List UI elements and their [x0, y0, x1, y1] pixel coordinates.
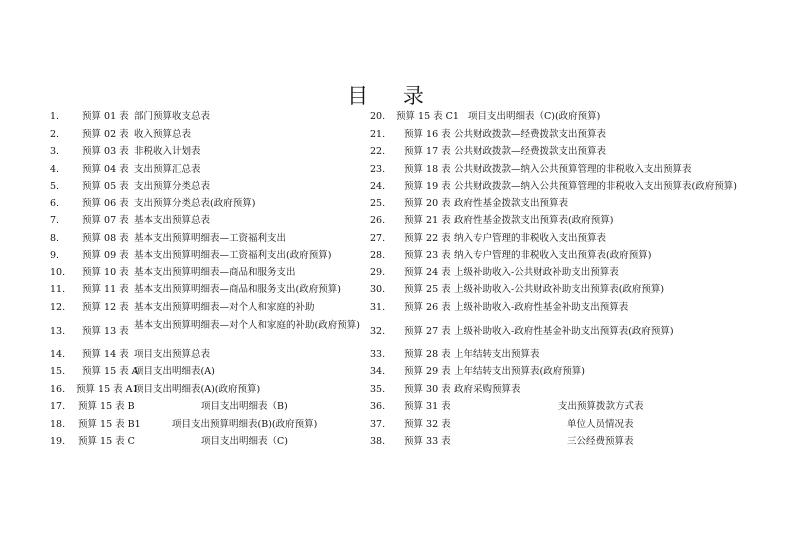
entry-number: 28.	[370, 250, 386, 261]
entry-title: 公共财政拨款—经费拨款支出预算表	[454, 129, 607, 140]
entry-title: 项目支出预算明细表(B)(政府预算)	[172, 419, 318, 430]
entry-number: 14.	[50, 349, 66, 360]
entry-title: 支出预算分类总表(政府预算)	[134, 198, 256, 209]
entry-code: 预算 32 表	[404, 419, 451, 430]
entry-title: 支出预算拨款方式表	[558, 401, 644, 412]
entry-number: 17.	[50, 401, 66, 412]
entry-title: 项目支出明细表(A)	[134, 366, 215, 377]
entry-title: 基本支出预算明细表—工资福利支出	[134, 233, 287, 244]
page-title: 目 录	[347, 84, 438, 108]
entry-title: 上级补助收入-政府性基金补助支出预算表	[454, 302, 629, 313]
entry-code: 预算 01 表	[82, 111, 129, 122]
entry-title: 基本支出预算明细表—工资福利支出(政府预算)	[134, 250, 332, 261]
entry-code: 预算 19 表	[404, 181, 451, 192]
entry-code: 预算 06 表	[82, 198, 129, 209]
entry-title: 项目支出明细表（B)	[201, 401, 288, 412]
entry-title: 公共财政拨款—纳入公共预算管理的非税收入支出预算表	[454, 164, 692, 175]
entry-number: 23.	[370, 164, 386, 175]
entry-code: 预算 08 表	[82, 233, 129, 244]
entry-title: 项目支出明细表(A)(政府预算)	[134, 384, 261, 395]
entry-code: 预算 31 表	[404, 401, 451, 412]
entry-code: 预算 28 表	[404, 349, 451, 360]
entry-title: 基本支出预算明细表—对个人和家庭的补助(政府预算)	[134, 320, 360, 331]
entry-number: 11.	[50, 284, 66, 295]
entry-title: 上年结转支出预算表	[454, 349, 540, 360]
entry-title: 收入预算总表	[134, 129, 192, 140]
entry-number: 7.	[50, 215, 60, 226]
entry-number: 15.	[50, 366, 66, 377]
entry-number: 6.	[50, 198, 60, 209]
entry-number: 35.	[370, 384, 386, 395]
entry-title: 上级补助收入-公共财政补助支出预算表(政府预算)	[454, 284, 665, 295]
entry-number: 21.	[370, 129, 386, 140]
entry-code: 预算 18 表	[404, 164, 451, 175]
entry-title: 上年结转支出预算表(政府预算)	[454, 366, 585, 377]
entry-code: 预算 17 表	[404, 146, 451, 157]
entry-code: 预算 33 表	[404, 436, 451, 447]
entry-number: 25.	[370, 198, 386, 209]
entry-number: 33.	[370, 349, 386, 360]
entry-code: 预算 14 表	[82, 349, 129, 360]
entry-code: 预算 22 表	[404, 233, 451, 244]
entry-code: 预算 21 表	[404, 215, 451, 226]
entry-code: 预算 16 表	[404, 129, 451, 140]
entry-title: 三公经费预算表	[567, 436, 634, 447]
entry-title: 支出预算汇总表	[134, 164, 201, 175]
entry-code: 预算 07 表	[82, 215, 129, 226]
entry-number: 3.	[50, 146, 60, 157]
entry-code: 预算 11 表	[82, 284, 129, 295]
entry-code: 预算 15 表 C1	[396, 111, 459, 122]
entry-title: 非税收入计划表	[134, 146, 201, 157]
entry-number: 2.	[50, 129, 60, 140]
entry-code: 预算 15 表 B	[78, 401, 135, 412]
entry-number: 10.	[50, 267, 66, 278]
entry-code: 预算 15 表 B1	[78, 419, 141, 430]
entry-title: 上级补助收入-公共财政补助支出预算表	[454, 267, 619, 278]
entry-number: 27.	[370, 233, 386, 244]
entry-number: 18.	[50, 419, 66, 430]
entry-code: 预算 27 表	[404, 326, 451, 337]
entry-code: 预算 15 表 C	[78, 436, 135, 447]
entry-number: 4.	[50, 164, 60, 175]
entry-number: 20.	[370, 111, 386, 122]
entry-title: 基本支出预算明细表—对个人和家庭的补助	[134, 302, 315, 313]
entry-title: 纳入专户管理的非税收入支出预算表(政府预算)	[454, 250, 652, 261]
entry-code: 预算 15 表 A1	[76, 384, 139, 395]
entry-code: 预算 12 表	[82, 302, 129, 313]
entry-code: 预算 02 表	[82, 129, 129, 140]
entry-code: 预算 15 表 A	[82, 366, 139, 377]
entry-code: 预算 20 表	[404, 198, 451, 209]
entry-code: 预算 30 表	[404, 384, 451, 395]
entry-title: 基本支出预算总表	[134, 215, 211, 226]
entry-number: 34.	[370, 366, 386, 377]
entry-number: 12.	[50, 302, 66, 313]
entry-title: 支出预算分类总表	[134, 181, 211, 192]
entry-number: 24.	[370, 181, 386, 192]
entry-number: 31.	[370, 302, 386, 313]
entry-title: 部门预算收支总表	[134, 111, 211, 122]
entry-number: 19.	[50, 436, 66, 447]
entry-title: 单位人员情况表	[567, 419, 634, 430]
entry-title: 政府性基金拨款支出预算表	[454, 198, 569, 209]
entry-number: 36.	[370, 401, 386, 412]
entry-title: 项目支出明细表（C)	[201, 436, 288, 447]
entry-number: 38.	[370, 436, 386, 447]
entry-code: 预算 23 表	[404, 250, 451, 261]
entry-number: 1.	[50, 111, 60, 122]
entry-number: 5.	[50, 181, 60, 192]
entry-code: 预算 05 表	[82, 181, 129, 192]
entry-code: 预算 13 表	[82, 326, 129, 337]
entry-code: 预算 26 表	[404, 302, 451, 313]
entry-code: 预算 25 表	[404, 284, 451, 295]
entry-number: 32.	[370, 326, 386, 337]
entry-title: 项目支出明细表（C)(政府预算)	[468, 111, 601, 122]
entry-code: 预算 10 表	[82, 267, 129, 278]
entry-code: 预算 29 表	[404, 366, 451, 377]
entry-title: 政府采购预算表	[454, 384, 521, 395]
entry-title: 纳入专户管理的非税收入支出预算表	[454, 233, 607, 244]
entry-number: 9.	[50, 250, 60, 261]
entry-code: 预算 09 表	[82, 250, 129, 261]
entry-title: 项目支出预算总表	[134, 349, 211, 360]
entry-number: 29.	[370, 267, 386, 278]
entry-number: 26.	[370, 215, 386, 226]
entry-code: 预算 24 表	[404, 267, 451, 278]
entry-title: 公共财政拨款—纳入公共预算管理的非税收入支出预算表(政府预算)	[454, 181, 737, 192]
entry-number: 16.	[50, 384, 66, 395]
entry-title: 基本支出预算明细表—商品和服务支出	[134, 267, 296, 278]
entry-number: 8.	[50, 233, 60, 244]
entry-title: 政府性基金拨款支出预算表(政府预算)	[454, 215, 614, 226]
entry-number: 30.	[370, 284, 386, 295]
entry-title: 上级补助收入-政府性基金补助支出预算表(政府预算)	[454, 326, 674, 337]
entry-code: 预算 03 表	[82, 146, 129, 157]
entry-title: 基本支出预算明细表—商品和服务支出(政府预算)	[134, 284, 341, 295]
entry-number: 37.	[370, 419, 386, 430]
entry-number: 22.	[370, 146, 386, 157]
entry-title: 公共财政拨款—经费拨款支出预算表	[454, 146, 607, 157]
entry-code: 预算 04 表	[82, 164, 129, 175]
entry-number: 13.	[50, 326, 66, 337]
